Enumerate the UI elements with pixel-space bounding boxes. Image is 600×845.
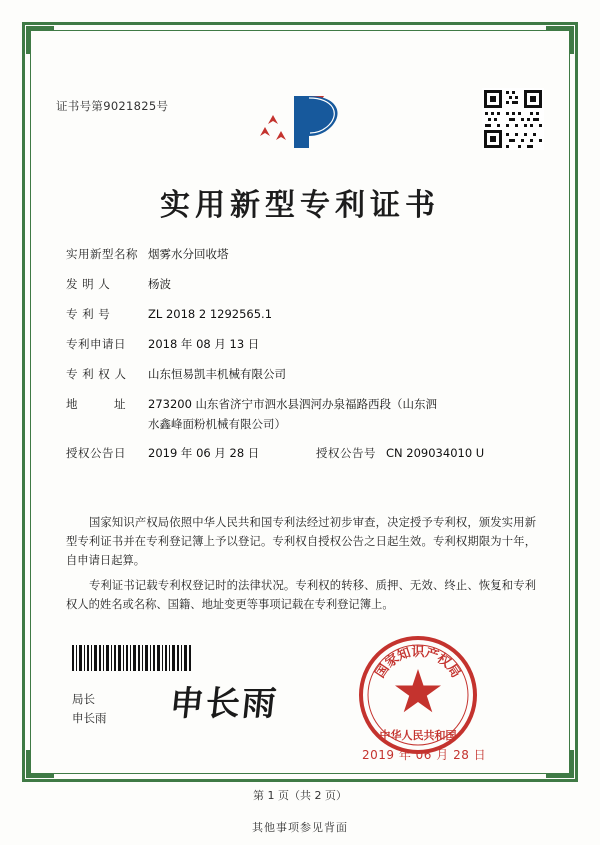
border-corner-bottom-right xyxy=(546,750,574,778)
director-title: 局长 xyxy=(72,692,95,706)
border-corner-bottom-left xyxy=(26,750,54,778)
seal-date: 2019 年 06 月 28 日 xyxy=(362,748,487,762)
field-row-inventor xyxy=(66,276,536,293)
field-label: 授权公告日 xyxy=(66,446,126,460)
field-row-patentee xyxy=(66,366,536,383)
field-value: 273200 山东省济宁市泗水县泗河办泉福路西段（山东泗 xyxy=(148,397,438,411)
field-label: 地 址 xyxy=(66,397,126,411)
field-label: 专 利 号 xyxy=(66,307,111,321)
footnote: 其他事项参见背面 xyxy=(252,821,348,834)
national-ip-administration-seal-icon xyxy=(356,633,480,757)
grant-number-group xyxy=(316,445,484,462)
patent-office-logo-icon xyxy=(246,84,354,160)
page-number: 第 1 页（共 2 页） xyxy=(253,789,347,802)
svg-text:知: 知 xyxy=(395,645,413,665)
paragraph-2: 专利证书记载专利权登记时的法律状况。专利权的转移、质押、无效、终止、恢复和专利权人的姓名或名称、国籍、地址变更等事项记载在专利登记簿上。 xyxy=(66,579,536,611)
field-value: 2018 年 08 月 13 日 xyxy=(148,337,260,351)
field-row-grant-publication xyxy=(66,445,536,462)
field-value: 烟雾水分回收塔 xyxy=(148,247,229,261)
field-value-address-line2: 水鑫峰面粉机械有限公司） xyxy=(148,417,286,431)
field-row-utility-model-name xyxy=(66,246,536,263)
field-label: 专利申请日 xyxy=(66,337,126,351)
svg-text:产: 产 xyxy=(423,645,441,665)
svg-text:国: 国 xyxy=(372,661,393,681)
paragraph-1: 国家知识产权局依照中华人民共和国专利法经过初步审查，决定授予专利权，颁发实用新型专利证书并在专利登记簿上予以登记。专利权自授权公告之日起生效。专利权期限为十年，自申请日起算。 xyxy=(66,516,536,567)
director-signature-icon: 申长雨 xyxy=(167,684,280,724)
field-value: ZL 2018 2 1292565.1 xyxy=(148,307,273,321)
svg-text:识: 识 xyxy=(411,645,425,660)
field-row-application-date xyxy=(66,336,536,353)
svg-text:家: 家 xyxy=(382,651,403,671)
page-title: 实用新型专利证书 xyxy=(160,188,440,223)
field-label: 授权公告号 xyxy=(316,446,376,460)
barcode-icon xyxy=(72,645,192,671)
field-value: 杨波 xyxy=(148,277,171,291)
svg-text:权: 权 xyxy=(433,651,454,671)
field-row-patent-number xyxy=(66,306,536,323)
border-corner-top-left xyxy=(26,26,54,54)
field-value: CN 209034010 U xyxy=(386,446,485,460)
director-label xyxy=(72,690,107,728)
qr-code-icon xyxy=(482,88,544,150)
border-corner-top-right xyxy=(546,26,574,54)
field-value: 山东恒易凯丰机械有限公司 xyxy=(148,367,286,381)
field-label: 实用新型名称 xyxy=(66,247,138,261)
field-label: 专 利 权 人 xyxy=(66,367,127,381)
grant-date-group xyxy=(66,445,316,462)
legal-text xyxy=(66,513,536,620)
field-row-address xyxy=(66,396,536,413)
certificate-number: 证书号第9021825号 xyxy=(56,99,169,113)
svg-text:局: 局 xyxy=(443,661,464,681)
svg-text:中华人民共和国: 中华人民共和国 xyxy=(379,729,457,742)
field-value: 2019 年 06 月 28 日 xyxy=(148,446,260,460)
field-list xyxy=(66,246,536,475)
field-label: 发 明 人 xyxy=(66,277,111,291)
director-name: 申长雨 xyxy=(72,711,107,725)
